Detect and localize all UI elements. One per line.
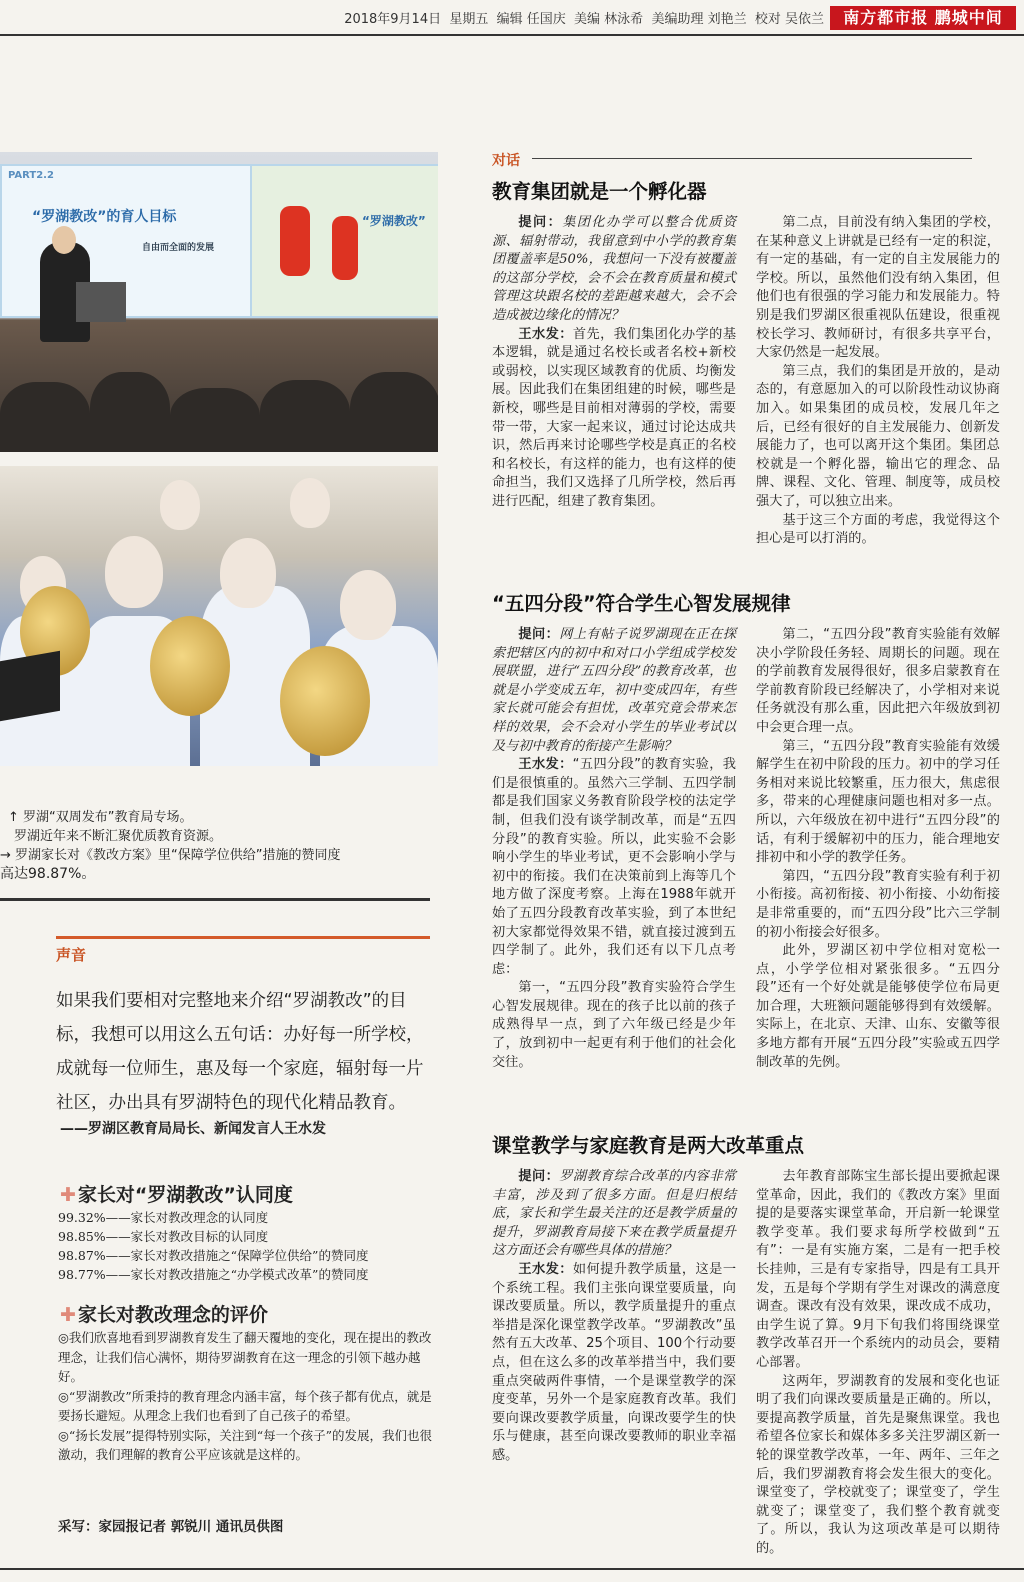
podium xyxy=(76,282,126,322)
eval-item: ◎“罗湖教改”所秉持的教育理念内涵丰富，每个孩子都有优点，就是要扬长避短。从理念上我们也看到了自己孩子的希望。 xyxy=(58,1388,432,1423)
question-text: 罗湖教育综合改革的内容非常丰富，涉及到了很多方面。但是归根结底，家长和学生最关注的还是教学质量的提升，罗湖教育局接下来在教学质量提升这方面还会有哪些具体的措施？ xyxy=(492,1169,737,1259)
stats-title: 家长对“罗湖教改”认同度 xyxy=(77,1184,293,1206)
eval-list xyxy=(58,1328,438,1465)
caption-line: 罗湖近年来不断汇聚优质教育资源。 xyxy=(14,829,223,844)
presentation-screen-right xyxy=(250,164,438,318)
eval-item: ◎我们欣喜地看到罗湖教育发生了翻天覆地的变化，现在提出的教改理念，让我们信心满怀，期待罗湖教育在这一理念的引领下越办越好。 xyxy=(58,1330,432,1384)
question-label: 提问： xyxy=(518,215,563,230)
screen-title: “罗湖教改”的育人目标 xyxy=(32,209,177,225)
answer-label: 王水发： xyxy=(518,326,573,342)
screen-right-title: “罗湖教改” xyxy=(362,214,426,228)
answer-label: 王水发： xyxy=(518,1261,573,1277)
header-editor: 编辑 任国庆 xyxy=(496,12,566,27)
answer-paragraph: 第一，“五四分段”教育实验符合学生心智发展规律。现在的孩子比以前的孩子成熟得早一点，到了六年级已经是少年了，放到初中一起更有利于他们的社会化交往。 xyxy=(492,980,736,1070)
header-designer: 美编 林泳希 xyxy=(574,12,644,27)
divider xyxy=(56,936,430,939)
header-date: 2018年9月14日 xyxy=(344,12,442,27)
answer-paragraph: 第二点，目前没有纳入集团的学校，在某种意义上讲就是已经有一定的积淀，有一定的基础，有一定的自主发展能力的学校。所以，虽然他们没有纳入集团，但他们也有很强的学习能力和发展能力。特别是我们罗湖区很重视队伍建设，很重视校长学习、教师研讨，有很多共享平台，大家仍然是一起发展。 xyxy=(756,215,1000,361)
screen-part-label: PART2.2 xyxy=(8,170,54,181)
header-weekday: 星期五 xyxy=(449,12,489,27)
caption-line: → 罗湖家长对《教改方案》里“保障学位供给”措施的赞同度 xyxy=(0,848,341,863)
answer-paragraph: 第三，“五四分段”教育实验能有效缓解学生在初中阶段的压力。初中的学习任务相对来说比较繁重，压力很大，焦虑很多，带来的心理健康问题也相对多一点。所以，六年级放在初中进行“五四分段”的话，有利于缓解初中的压力，能合理地安排初中和小学的教学任务。 xyxy=(756,738,1000,866)
music-stand xyxy=(0,651,60,722)
dialog-section-label: 对话 xyxy=(492,153,520,169)
answer-label: 王水发： xyxy=(518,757,573,773)
byline: 采写：家园报记者 郭锐川 通讯员供图 xyxy=(58,1519,284,1535)
header-design-assistant: 美编助理 刘艳兰 xyxy=(651,12,747,27)
article-title: 课堂教学与家庭教育是两大改革重点 xyxy=(492,1134,805,1157)
press-conference-photo xyxy=(0,152,438,452)
stats-list xyxy=(58,1208,438,1284)
stat-item: 98.87%——家长对教改措施之“保障学位供给”的赞同度 xyxy=(58,1248,369,1263)
answer-paragraph: 此外，罗湖区初中学位相对宽松一点，小学学位相对紧张很多。“五四分段”还有一个好处就是能够使学位布局更加合理，大班额问题能够得到有效缓解。实际上，在北京、天津、山东、安徽等很多地方都有开展“五四分段”实验或五四学制改革的先例。 xyxy=(756,943,1000,1070)
eval-heading xyxy=(60,1300,268,1327)
header-info xyxy=(344,8,824,27)
student-band-photo xyxy=(0,466,438,766)
divider xyxy=(532,158,972,159)
plus-icon: ✚ xyxy=(60,1304,76,1326)
voice-quote: 如果我们要相对完整地来介绍“罗湖教改”的目标，我想可以用这么五句话：办好每一所学校，成就每一位师生，惠及每一个家庭，辐射每一片社区，办出具有罗湖特色的现代化精品教育。 xyxy=(56,991,424,1113)
answer-text: 如何提升教学质量，这是一个系统工程。我们主张向课堂要质量，向课改要质量。所以，教学质量提升的重点举措是深化课堂教学改革。“罗湖教改”虽然有五大改革、25个项目、100个行动要点，但在这么多的改革举措当中，我们要重点突破两件事情，一个是课堂教学的深度变革，另外一个是家庭教育改革。我们要向课改要教学质量，向课改要学生的快乐与健康，甚至向课改要教师的职业幸福感。 xyxy=(492,1261,737,1463)
presentation-screen-left xyxy=(0,164,254,318)
masthead-logo: 南方都市报 鹏城中间 xyxy=(830,6,1016,30)
question-text: 网上有帖子说罗湖现在正在探索把辖区内的初中和对口小学组成学校发展联盟，进行“五四分段”的教育改革，也就是小学变成五年，初中变成四年，有些家长就可能会有担忧，改革究竟会带来怎样的效果，会不会对小学生的毕业考试以及与初中教育的衔接产生影响？ xyxy=(492,627,737,754)
article-column xyxy=(492,626,736,1072)
question-text: 集团化办学可以整合优质资源、辐射带动，我留意到中小学的教育集团覆盖率是50%，我想问一下没有被覆盖的这部分学校，会不会在教育质量和模式管理这块跟名校的差距越来越大，会不会造成被边缘化的情况？ xyxy=(492,215,737,323)
caption-line: ↑ 罗湖“双周发布”教育局专场。 xyxy=(8,810,193,825)
screen-subtitle: 自由而全面的发展 xyxy=(142,243,215,253)
question-label: 提问： xyxy=(518,1169,560,1184)
divider xyxy=(0,898,430,901)
article-column xyxy=(492,214,736,512)
answer-paragraph: 去年教育部陈宝生部长提出要掀起课堂革命，因此，我们的《教改方案》里面提的是要落实课堂革命，开启新一轮课堂教学变革。我们要求每所学校做到“五有”：一是有实施方案，二是有一把手校长挂帅，三是有专家指导，四是有工具开发，五是每个学期有学生对课改的满意度调查。课改有没有效果，课改成不成功，由学生说了算。9月下旬我们将围绕课堂教学改革召开一个系统内的动员会，要精心部署。 xyxy=(756,1169,1000,1370)
answer-paragraph: 基于这三个方面的考虑，我觉得这个担心是可以打消的。 xyxy=(756,512,1000,547)
article-column xyxy=(756,626,1000,1072)
answer-text: 首先，我们集团化办学的基本逻辑，就是通过名校长或者名校+新校或弱校，以实现区域教育的优质、均衡发展。因此我们在集团组建的时候，哪些是新校，哪些是目前相对薄弱的学校，需要带一带，大家一起来议，通过讨论达成共识，然后再来讨论哪些学校是真正的名校和名校长，有这样的能力，也有这样的使命担当，我们又选择了几所学校，然后再进行匹配，组建了教育集团。 xyxy=(492,326,737,509)
stat-item: 99.32%——家长对教改理念的认同度 xyxy=(58,1210,269,1225)
answer-paragraph: 第三点，我们的集团是开放的，是动态的，有意愿加入的可以阶段性动议协商加入。如果集团的成员校，发展几年之后，已经有很好的自主发展能力、创新发展能力了，也可以离开这个集团。集团总校就是一个孵化器，输出它的理念、品牌、课程、文化、管理、制度等，成员校强大了，可以独立出来。 xyxy=(756,363,1000,509)
plus-icon: ✚ xyxy=(60,1184,76,1206)
caption-line: 高达98.87%。 xyxy=(0,866,96,882)
answer-text: “五四分段”的教育实验，我们是很慎重的。虽然六三学制、五四学制都是我们国家义务教育阶段学校的法定学制，但我们没有谈学制改革，而是“五四分段”的教育实验。所以，此实验不会影响小学生的毕业考试，更不会影响小学与初中的衔接。我们在决策前到上海等几个地方做了深度考察。上海在1988年就开始了五四分段教育改革实验，到了本世纪初大家都觉得效果不错，就直接过渡到五四学制了。此外，我们还有以下几点考虑： xyxy=(492,757,736,977)
photo-caption xyxy=(0,808,430,884)
stat-item: 98.77%——家长对教改措施之“办学模式改革”的赞同度 xyxy=(58,1267,369,1282)
article-column xyxy=(492,1168,736,1466)
article-column xyxy=(756,1168,1000,1558)
answer-paragraph: 这两年，罗湖教育的发展和变化也证明了我们向课改要质量是正确的。所以，要提高教学质量，首先是聚焦课堂。我也希望各位家长和媒体多多关注罗湖区新一轮的课堂教学改革，一年、两年、三年之后，我们罗湖教育将会发生很大的变化。课堂变了，学校就变了；课堂变了，学生就变了；课堂变了，我们整个教育就变了。所以，我认为这项改革是可以期待的。 xyxy=(756,1373,1000,1556)
voice-attribution: ——罗湖区教育局局长、新闻发言人王水发 xyxy=(60,1121,326,1137)
stats-heading xyxy=(60,1180,293,1207)
eval-item: ◎“扬长发展”提得特别实际，关注到“每一个孩子”的发展，我们也很激动，我们理解的教育公平应该就是这样的。 xyxy=(58,1427,432,1462)
voice-section-label: 声音 xyxy=(56,946,87,964)
stat-item: 98.85%——家长对教改目标的认同度 xyxy=(58,1229,269,1244)
page-header xyxy=(0,0,1024,36)
article-title: 教育集团就是一个孵化器 xyxy=(492,180,707,203)
divider xyxy=(0,1568,1024,1570)
article-title: “五四分段”符合学生心智发展规律 xyxy=(492,592,791,615)
article-column xyxy=(756,214,1000,549)
question-label: 提问： xyxy=(518,627,560,642)
answer-paragraph: 第二，“五四分段”教育实验能有效解决小学阶段任务轻、周期长的问题。现在的学前教育发展得很好，很多启蒙教育在学前教育阶段已经解决了，小学相对来说任务就没有那么重，因此把六年级放到初中会更合理一点。 xyxy=(756,627,1000,735)
eval-title: 家长对教改理念的评价 xyxy=(77,1304,268,1326)
header-proofreader: 校对 吴依兰 xyxy=(754,12,824,27)
answer-paragraph: 第四，“五四分段”教育实验有利于初小衔接。高初衔接、初小衔接、小幼衔接是非常重要的，而“五四分段”比六三学制的初小衔接会好很多。 xyxy=(756,868,1000,940)
